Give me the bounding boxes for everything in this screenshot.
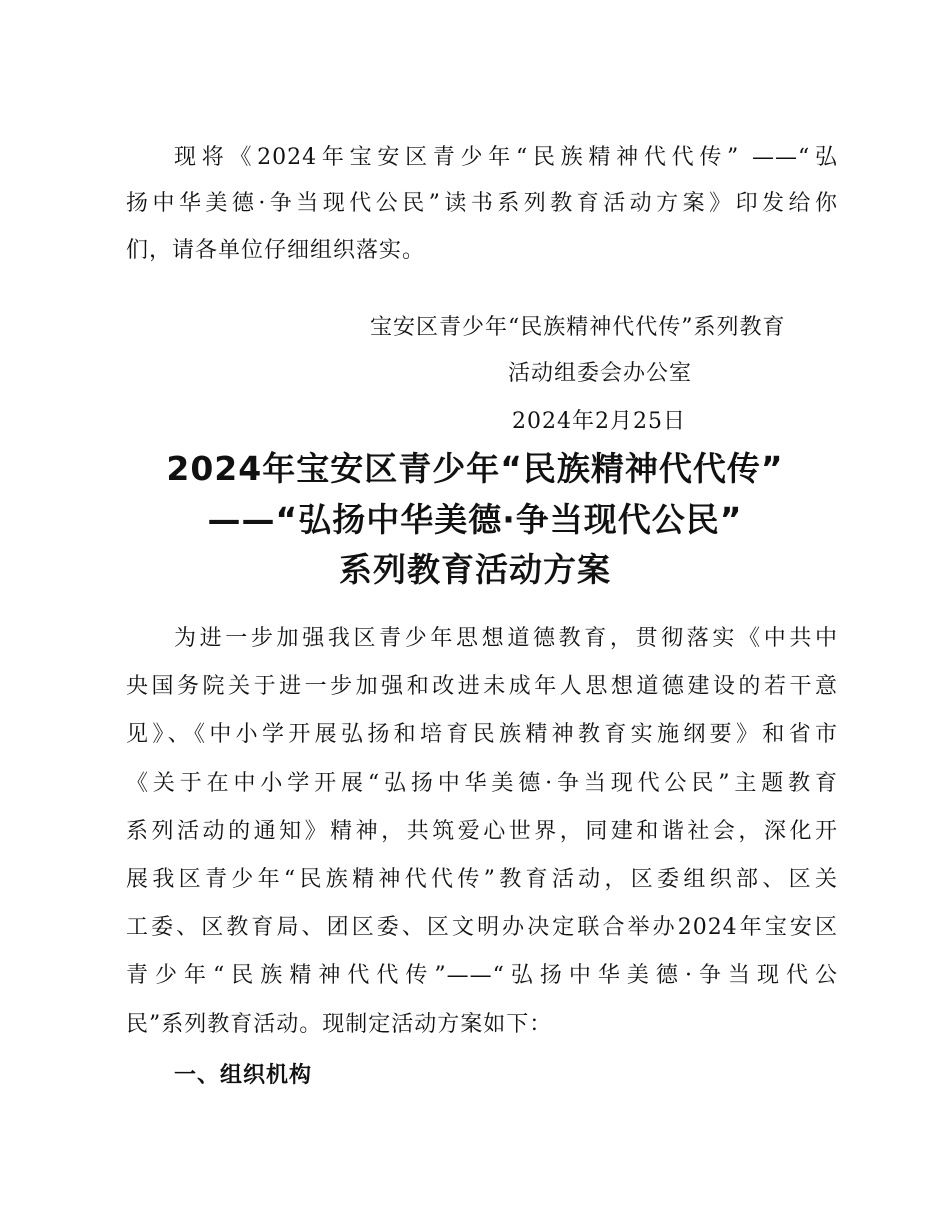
intro-line-2: 央国务院关于进一步加强和改进未成年人思想道德建设的若干意 bbox=[126, 674, 838, 699]
notice-line-2: 扬中华美德·争当现代公民”读书系列教育活动方案》印发给你 bbox=[126, 191, 838, 216]
document-title-line-2: ——“弘扬中华美德·争当现代公民” bbox=[207, 500, 743, 539]
intro-line-3: 见》、《中小学开展弘扬和培育民族精神教育实施纲要》和省市 bbox=[126, 722, 838, 747]
document-title-line-3: 系列教育活动方案 bbox=[339, 550, 611, 589]
intro-line-7: 工委、区教育局、团区委、区文明办决定联合举办2024年宝安区 bbox=[126, 915, 838, 940]
intro-line-5: 系列活动的通知》精神，共筑爱心世界，同建和谐社会，深化开 bbox=[126, 819, 838, 844]
signature-date: 2024年2月25日 bbox=[512, 409, 686, 434]
section-heading-organization: 一、组织机构 bbox=[174, 1063, 313, 1088]
signature-org-line-2: 活动组委会办公室 bbox=[508, 361, 693, 386]
document-title-line-1: 2024年宝安区青少年“民族精神代代传” bbox=[166, 449, 784, 488]
intro-line-4: 《关于在中小学开展“弘扬中华美德·争当现代公民”主题教育 bbox=[126, 771, 838, 796]
signature-org-line-1: 宝安区青少年“民族精神代代传”系列教育 bbox=[370, 315, 786, 340]
intro-line-6: 展我区青少年“民族精神代代传”教育活动，区委组织部、区关 bbox=[126, 867, 838, 892]
intro-line-8: 青少年“民族精神代代传”——“弘扬中华美德·争当现代公 bbox=[126, 963, 838, 988]
notice-line-1: 现将《2024年宝安区青少年“民族精神代代传” ——“弘 bbox=[174, 145, 838, 170]
intro-line-1: 为进一步加强我区青少年思想道德教育，贯彻落实《中共中 bbox=[174, 626, 838, 651]
intro-line-9: 民”系列教育活动。现制定活动方案如下： bbox=[126, 1012, 553, 1037]
notice-line-3: 们，请各单位仔细组织落实。 bbox=[126, 238, 426, 263]
